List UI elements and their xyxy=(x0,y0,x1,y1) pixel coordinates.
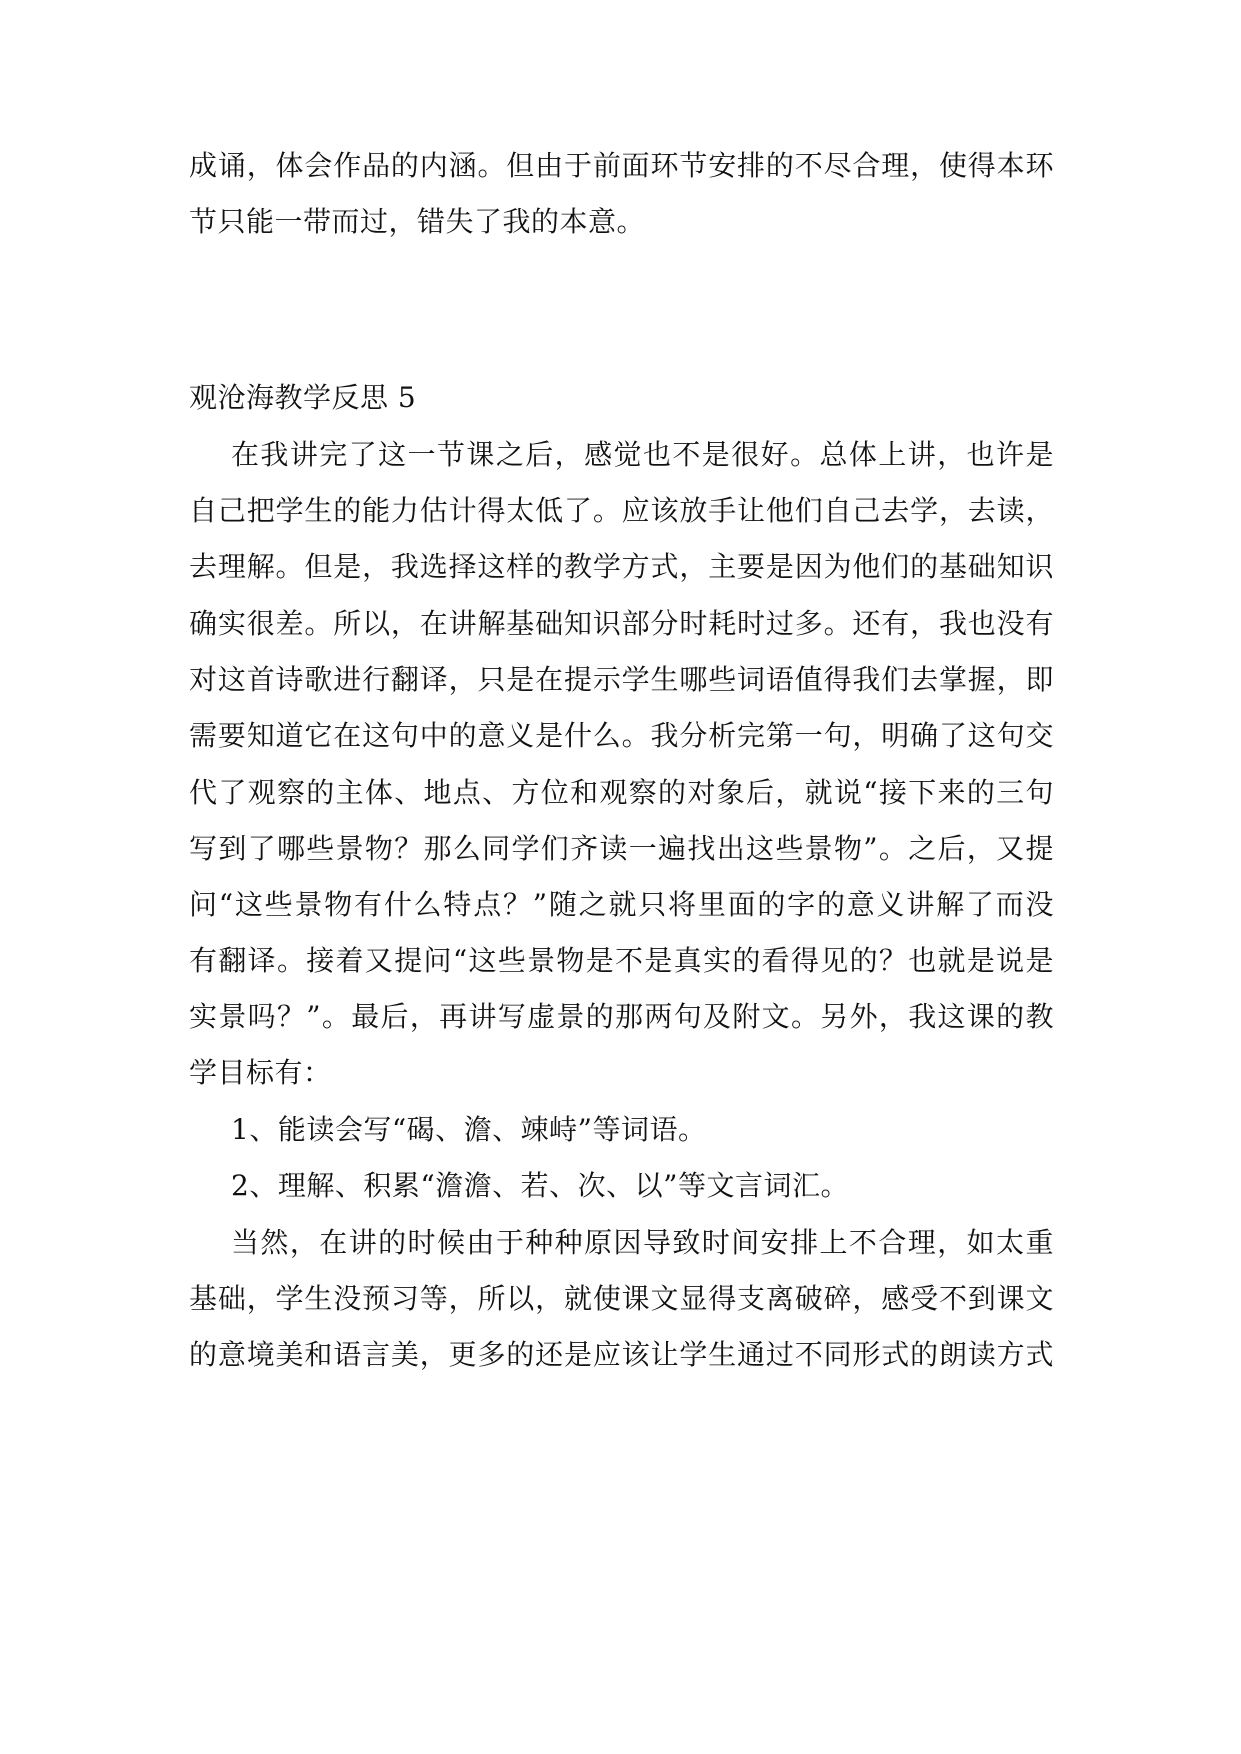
paragraph-line: 对这首诗歌进行翻译，只是在提示学生哪些词语值得我们去掌握，即 xyxy=(189,663,1054,696)
paragraph-line: 有翻译。接着又提问“这些景物是不是真实的看得见的？也就是说是 xyxy=(189,944,1054,977)
paragraph-line: 写到了哪些景物？那么同学们齐读一遍找出这些景物”。之后，又提 xyxy=(189,832,1054,865)
text-line: 成诵，体会作品的内涵。但由于前面环节安排的不尽合理，使得本环 xyxy=(189,149,1054,182)
teaching-goal-1: 1、能读会写“碣、澹、竦峙”等词语。 xyxy=(231,1113,707,1146)
paragraph-line: 确实很差。所以，在讲解基础知识部分时耗时过多。还有，我也没有 xyxy=(189,607,1054,640)
paragraph-line: 代了观察的主体、地点、方位和观察的对象后，就说“接下来的三句 xyxy=(189,776,1054,809)
paragraph-line: 在我讲完了这一节课之后，感觉也不是很好。总体上讲，也许是 xyxy=(231,438,1054,471)
paragraph-line: 自己把学生的能力估计得太低了。应该放手让他们自己去学，去读， xyxy=(189,494,1054,527)
section-title: 观沧海教学反思 5 xyxy=(189,381,417,414)
paragraph-line: 需要知道它在这句中的意义是什么。我分析完第一句，明确了这句交 xyxy=(189,719,1054,752)
paragraph-line: 学目标有： xyxy=(189,1056,332,1089)
paragraph-line: 当然，在讲的时候由于种种原因导致时间安排上不合理，如太重 xyxy=(231,1226,1054,1259)
text-line: 节只能一带而过，错失了我的本意。 xyxy=(189,205,646,238)
paragraph-line: 基础，学生没预习等，所以，就使课文显得支离破碎，感受不到课文 xyxy=(189,1282,1054,1315)
paragraph-line: 实景吗？”。最后，再讲写虚景的那两句及附文。另外，我这课的教 xyxy=(189,1000,1054,1033)
paragraph-line: 去理解。但是，我选择这样的教学方式，主要是因为他们的基础知识 xyxy=(189,550,1054,583)
teaching-goal-2: 2、理解、积累“澹澹、若、次、以”等文言词汇。 xyxy=(231,1169,849,1202)
paragraph-line: 问“这些景物有什么特点？”随之就只将里面的字的意义讲解了而没 xyxy=(189,888,1054,921)
paragraph-line: 的意境美和语言美，更多的还是应该让学生通过不同形式的朗读方式 xyxy=(189,1338,1054,1371)
